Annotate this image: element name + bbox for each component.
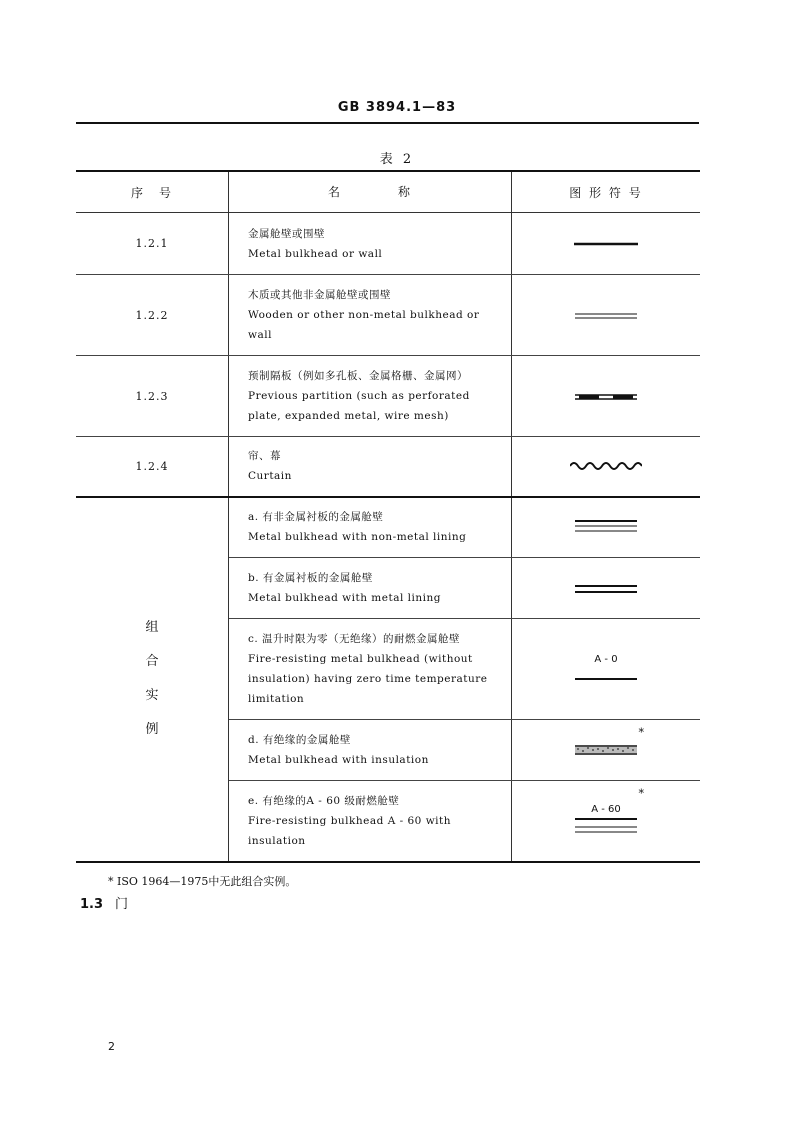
a0-line-icon: [575, 676, 637, 682]
table-row: [76, 497, 700, 558]
row-number: 1.2.2: [76, 275, 229, 356]
double-thin-line-icon: [575, 311, 637, 321]
row-name-en: Metal bulkhead or wall: [248, 247, 383, 260]
group-label-char: 组: [145, 620, 159, 635]
row-name-en: Fire-resisting bulkhead A - 60 with insulation: [248, 814, 452, 847]
symbol-label: A - 60: [591, 803, 621, 815]
section-heading: [80, 893, 128, 912]
row-name-en: Wooden or other non-metal bulkhead or wall: [248, 309, 480, 341]
footnote-marker: *: [638, 726, 644, 739]
row-name-zh: 预制隔板（例如多孔板、金属格栅、金属网）: [248, 370, 468, 382]
row-name-zh: 金属舱壁或围壁: [248, 227, 325, 240]
row-name-en: Fire-resisting metal bulkhead (without insulation) having zero time temperature limitation: [248, 653, 488, 705]
table-row: [76, 437, 700, 497]
symbol-label: A - 0: [594, 653, 618, 665]
group-label-char: 实: [145, 688, 159, 703]
row-number: 1.2.1: [76, 213, 229, 275]
row-name-en: Metal bulkhead with insulation: [248, 754, 429, 766]
header-rule: [76, 122, 699, 124]
row-name-zh: a. 有非金属衬板的金属舱壁: [248, 511, 384, 524]
row-name-zh: d. 有绝缘的金属舱壁: [248, 734, 351, 746]
row-number: 1.2.3: [76, 356, 229, 437]
page-number: 2: [108, 1040, 115, 1053]
row-name-zh: 木质或其他非金属舱壁或围壁: [248, 289, 391, 301]
table-footnote: * ISO 1964—1975中无此组合实例。: [108, 875, 297, 888]
double-thick-line-icon: [575, 584, 637, 594]
row-number: 1.2.4: [76, 437, 229, 497]
table-row: [76, 275, 700, 356]
row-name-en: Metal bulkhead with non-metal lining: [248, 531, 467, 544]
row-name-zh: 帘、幕: [248, 450, 281, 463]
row-name-en: Metal bulkhead with metal lining: [248, 592, 441, 604]
row-name-zh: b. 有金属衬板的金属舱壁: [248, 572, 373, 584]
perforated-partition-icon: [575, 392, 637, 402]
triple-line-icon: [575, 519, 637, 533]
single-thick-line-icon: [574, 239, 638, 249]
row-name-en: Curtain: [248, 470, 292, 483]
row-name-zh: c. 温升时限为零（无绝缘）的耐燃金属舱壁: [248, 633, 461, 645]
section-title: 门: [115, 897, 129, 912]
row-name-en: Previous partition (such as perforated plate, expanded metal, wire mesh): [248, 390, 470, 422]
standard-code-header: GB 3894.1—83: [337, 100, 457, 115]
column-header-number: 序 号: [76, 171, 229, 213]
insulation-line-icon: [575, 744, 637, 756]
symbol-table: [76, 170, 700, 863]
group-label-char: 合: [145, 654, 159, 669]
group-label-char: 例: [145, 722, 159, 737]
column-header-name: 名 称: [229, 171, 512, 213]
section-number: 1.3: [80, 897, 104, 912]
a60-line-icon: [575, 817, 637, 835]
table-caption: 表 2: [379, 152, 415, 167]
wavy-line-icon: [570, 460, 642, 472]
row-name-zh: e. 有绝缘的A - 60 级耐燃舱壁: [248, 794, 400, 807]
table-row: [76, 213, 700, 275]
column-header-symbol: 图 形 符 号: [512, 171, 701, 213]
table-row: [76, 356, 700, 437]
footnote-marker: *: [638, 787, 644, 800]
group-label: [76, 497, 229, 862]
